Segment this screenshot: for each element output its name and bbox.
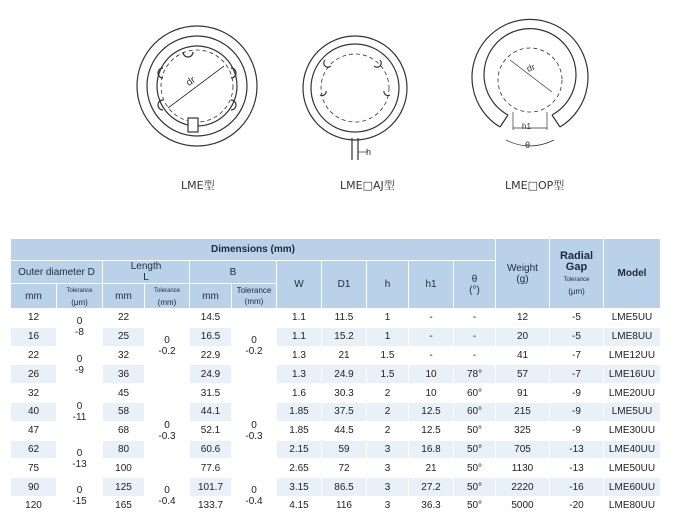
length-cell: 36 <box>103 365 145 384</box>
d-unit: mm <box>11 284 57 309</box>
theta-cell: 60° <box>454 402 496 421</box>
model-cell: LME20UU <box>604 384 661 403</box>
weight-cell: 41 <box>496 346 550 365</box>
tolerance-lower: -13 <box>72 458 87 470</box>
tolerance-upper: 0 <box>76 316 83 328</box>
weight-header: Weight (g) <box>496 239 550 309</box>
tolerance-lower: -0.2 <box>158 346 176 358</box>
length-cell: 68 <box>103 421 145 440</box>
h1-cell: 10 <box>409 365 454 384</box>
table-body <box>11 309 661 516</box>
theta-cell: - <box>454 346 496 365</box>
tolerance-lower: -11 <box>72 411 87 423</box>
table-row <box>11 309 661 328</box>
outer-diameter-cell: 22 <box>11 346 57 365</box>
h-cell: 3 <box>367 478 409 497</box>
l-tolerance-cell <box>145 309 190 384</box>
radial-gap-cell: -13 <box>550 459 604 478</box>
length-cell: 100 <box>103 459 145 478</box>
h1-cell: - <box>409 346 454 365</box>
theta-cell: 50° <box>454 478 496 497</box>
lmeop-h1-label: h1 <box>522 122 531 131</box>
outer-diameter-cell: 47 <box>11 421 57 440</box>
table-row <box>11 421 661 440</box>
theta-cell: - <box>454 327 496 346</box>
h1-cell: 36.3 <box>409 496 454 515</box>
h1-header: h1 <box>409 261 454 309</box>
radial-gap-cell: -5 <box>550 309 604 328</box>
b-header: B <box>190 261 277 284</box>
h-cell: 2 <box>367 384 409 403</box>
model-cell: LME16UU <box>604 365 661 384</box>
w-cell: 4.15 <box>277 496 322 515</box>
d1-cell: 59 <box>322 440 367 459</box>
dimensions-header: Dimensions (mm) <box>11 239 496 261</box>
outer-diameter-cell: 32 <box>11 384 57 403</box>
tolerance-lower: -0.3 <box>158 430 176 442</box>
h1-cell: - <box>409 327 454 346</box>
h-cell: 1 <box>367 309 409 328</box>
length-cell: 22 <box>103 309 145 328</box>
length-cell: 58 <box>103 402 145 421</box>
model-cell: LME50UU <box>604 459 661 478</box>
h-cell: 1.5 <box>367 346 409 365</box>
outer-diameter-cell: 12 <box>11 309 57 328</box>
model-cell: LME80UU <box>604 496 661 515</box>
weight-cell: 91 <box>496 384 550 403</box>
outer-diameter-cell: 62 <box>11 440 57 459</box>
theta-cell: 50° <box>454 440 496 459</box>
d-tolerance-cell <box>57 346 103 384</box>
tolerance-lower: -8 <box>75 327 84 339</box>
b-cell: 24.9 <box>190 365 232 384</box>
b-tol-header: Tolerance (mm) <box>232 284 277 309</box>
h-cell: 2 <box>367 402 409 421</box>
theta-cell: - <box>454 309 496 328</box>
model-cell: LME5UU <box>604 402 661 421</box>
theta-cell: 50° <box>454 459 496 478</box>
outer-diameter-cell: 16 <box>11 327 57 346</box>
d1-header: D1 <box>322 261 367 309</box>
tolerance-upper: 0 <box>251 335 257 347</box>
h-header: h <box>367 261 409 309</box>
length-cell: 80 <box>103 440 145 459</box>
d1-cell: 72 <box>322 459 367 478</box>
outer-diameter-cell: 40 <box>11 402 57 421</box>
h1-cell: 27.2 <box>409 478 454 497</box>
table-row <box>11 402 661 421</box>
model-cell: LME60UU <box>604 478 661 497</box>
weight-cell: 705 <box>496 440 550 459</box>
h1-cell: 21 <box>409 459 454 478</box>
length-cell: 165 <box>103 496 145 515</box>
length-header: Length L <box>103 261 190 284</box>
d1-cell: 21 <box>322 346 367 365</box>
lme-dr-label: dr <box>184 74 198 89</box>
model-cell: LME40UU <box>604 440 661 459</box>
d1-cell: 37.5 <box>322 402 367 421</box>
b-tolerance-cell <box>232 309 277 384</box>
model-cell: LME12UU <box>604 346 661 365</box>
radial-gap-cell: -9 <box>550 402 604 421</box>
outer-diameter-cell: 90 <box>11 478 57 497</box>
tolerance-lower: -0.2 <box>245 346 263 358</box>
tolerance-lower: -0.4 <box>245 496 263 508</box>
radial-gap-cell: -9 <box>550 421 604 440</box>
weight-cell: 20 <box>496 327 550 346</box>
h1-cell: - <box>409 309 454 328</box>
table-row <box>11 478 661 497</box>
b-cell: 14.5 <box>190 309 232 328</box>
d1-cell: 11.5 <box>322 309 367 328</box>
radial-gap-cell: -7 <box>550 365 604 384</box>
radial-gap-label: Radial Gap <box>559 249 593 273</box>
radial-gap-cell: -5 <box>550 327 604 346</box>
d1-cell: 30.3 <box>322 384 367 403</box>
d1-cell: 15.2 <box>322 327 367 346</box>
tolerance-upper: 0 <box>76 353 83 365</box>
h1-cell: 10 <box>409 384 454 403</box>
theta-cell: 78° <box>454 365 496 384</box>
length-cell: 45 <box>103 384 145 403</box>
table-row <box>11 365 661 384</box>
b-cell: 22.9 <box>190 346 232 365</box>
radial-gap-cell: -7 <box>550 346 604 365</box>
b-cell: 60.6 <box>190 440 232 459</box>
lmeop-dr-label: dr <box>525 61 537 74</box>
lmeop-theta-label: θ <box>525 140 531 150</box>
length-cell: 32 <box>103 346 145 365</box>
lmeop-caption: LME□OP型 <box>505 179 565 192</box>
tolerance-upper: 0 <box>76 447 83 459</box>
b-cell: 52.1 <box>190 421 232 440</box>
outer-diameter-cell: 26 <box>11 365 57 384</box>
lmeaj-h-label: h <box>366 147 372 157</box>
tolerance-lower: -15 <box>72 496 87 508</box>
weight-cell: 1130 <box>496 459 550 478</box>
tolerance-lower: -9 <box>75 364 84 376</box>
radial-gap-cell: -16 <box>550 478 604 497</box>
model-cell: LME5UU <box>604 309 661 328</box>
tolerance-upper: 0 <box>76 400 83 412</box>
tolerance-upper: 0 <box>251 485 257 497</box>
h-cell: 3 <box>367 459 409 478</box>
h-cell: 1 <box>367 327 409 346</box>
table-row <box>11 346 661 365</box>
theta-cell: 50° <box>454 496 496 515</box>
d1-cell: 24.9 <box>322 365 367 384</box>
bearing-drawings <box>0 0 680 200</box>
b-tolerance-cell <box>232 384 277 478</box>
model-header: Model <box>604 239 661 309</box>
model-cell: LME30UU <box>604 421 661 440</box>
theta-cell: 60° <box>454 384 496 403</box>
outer-diameter-cell: 75 <box>11 459 57 478</box>
table-row <box>11 459 661 478</box>
w-cell: 1.85 <box>277 402 322 421</box>
h-cell: 3 <box>367 440 409 459</box>
b-cell: 16.5 <box>190 327 232 346</box>
table-row <box>11 327 661 346</box>
tolerance-upper: 0 <box>164 419 170 431</box>
w-cell: 1.6 <box>277 384 322 403</box>
weight-cell: 325 <box>496 421 550 440</box>
theta-cell: 50° <box>454 421 496 440</box>
h1-cell: 16.8 <box>409 440 454 459</box>
weight-cell: 12 <box>496 309 550 328</box>
radial-gap-cell: -9 <box>550 384 604 403</box>
b-cell: 31.5 <box>190 384 232 403</box>
lme-drawing <box>137 26 257 146</box>
lmeaj-caption: LME□AJ型 <box>340 179 395 192</box>
d-tolerance-cell <box>57 440 103 478</box>
w-cell: 1.1 <box>277 327 322 346</box>
weight-cell: 57 <box>496 365 550 384</box>
weight-cell: 215 <box>496 402 550 421</box>
length-cell: 25 <box>103 327 145 346</box>
b-cell: 101.7 <box>190 478 232 497</box>
radial-gap-cell: -20 <box>550 496 604 515</box>
h1-cell: 12.5 <box>409 402 454 421</box>
h1-cell: 12.5 <box>409 421 454 440</box>
d1-cell: 116 <box>322 496 367 515</box>
radial-gap-cell: -13 <box>550 440 604 459</box>
outer-diameter-cell: 120 <box>11 496 57 515</box>
tolerance-upper: 0 <box>251 419 257 431</box>
weight-cell: 2220 <box>496 478 550 497</box>
w-header: W <box>277 261 322 309</box>
h-cell: 1.5 <box>367 365 409 384</box>
w-cell: 1.3 <box>277 365 322 384</box>
table-row <box>11 496 661 515</box>
l-tol-header: Tolerance (mm) <box>145 284 190 309</box>
w-cell: 1.3 <box>277 346 322 365</box>
h-cell: 3 <box>367 496 409 515</box>
tolerance-upper: 0 <box>164 335 170 347</box>
table-row <box>11 384 661 403</box>
b-unit: mm <box>190 284 232 309</box>
tolerance-upper: 0 <box>164 485 170 497</box>
w-cell: 3.15 <box>277 478 322 497</box>
w-cell: 1.85 <box>277 421 322 440</box>
w-cell: 1.1 <box>277 309 322 328</box>
d1-cell: 86.5 <box>322 478 367 497</box>
outer-diameter-header: Outer diameter D <box>11 261 103 284</box>
tolerance-lower: -0.4 <box>158 496 176 508</box>
w-cell: 2.65 <box>277 459 322 478</box>
weight-cell: 5000 <box>496 496 550 515</box>
radial-gap-header: Radial Gap Tolerance (μm) <box>550 239 604 309</box>
length-cell: 125 <box>103 478 145 497</box>
b-cell: 133.7 <box>190 496 232 515</box>
d-tolerance-cell <box>57 384 103 440</box>
lme-caption: LME型 <box>181 179 215 192</box>
h-cell: 2 <box>367 421 409 440</box>
model-cell: LME8UU <box>604 327 661 346</box>
lmeaj-drawing <box>303 36 407 160</box>
d1-cell: 44.5 <box>322 421 367 440</box>
table-row <box>11 440 661 459</box>
w-cell: 2.15 <box>277 440 322 459</box>
b-cell: 77.6 <box>190 459 232 478</box>
l-tolerance-cell <box>145 384 190 478</box>
d-tol-header: Tolerance (μm) <box>57 284 103 309</box>
d-tolerance-cell <box>57 309 103 347</box>
l-unit: mm <box>103 284 145 309</box>
b-cell: 44.1 <box>190 402 232 421</box>
tolerance-lower: -0.3 <box>245 430 263 442</box>
spec-table <box>10 238 661 516</box>
tolerance-upper: 0 <box>76 485 83 497</box>
theta-header: θ (°) <box>454 261 496 309</box>
